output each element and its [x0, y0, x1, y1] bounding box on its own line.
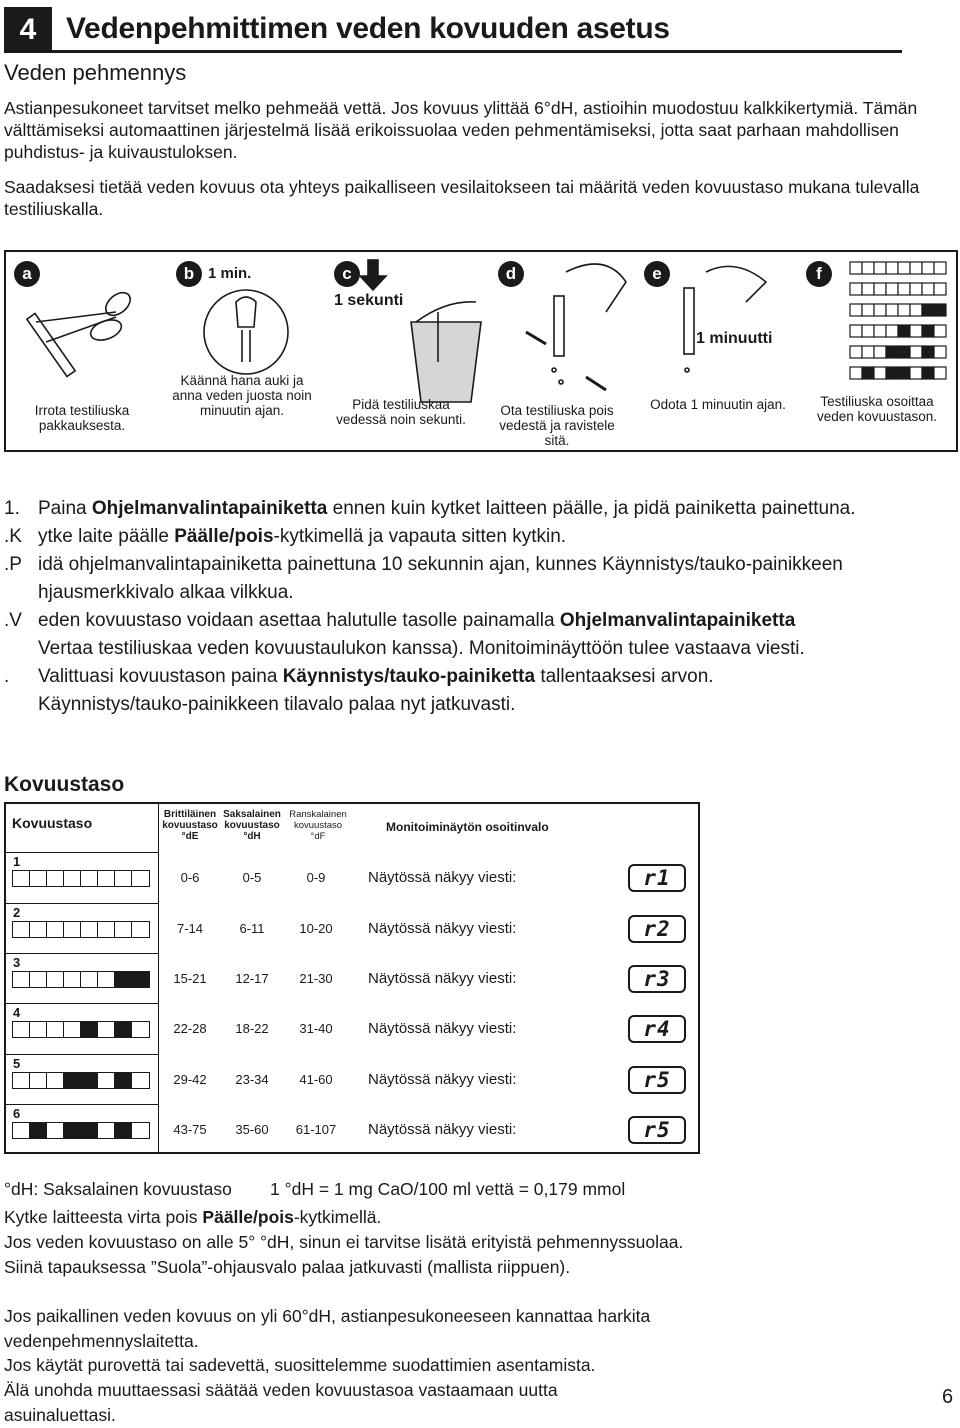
strip-segment [81, 1073, 98, 1088]
strip-sample-segment [874, 325, 886, 337]
wait-strip-icon [684, 266, 766, 372]
strip-sample-segment [898, 325, 910, 337]
strip-sample-segment [910, 346, 922, 358]
strip-sample-segment [934, 346, 946, 358]
display-message: Näytössä näkyy viesti: [368, 1020, 517, 1037]
strip-sample-segment [934, 262, 946, 274]
header-monitor: Monitoiminäytön osoitinvalo [386, 820, 549, 834]
strip-segment [132, 1073, 149, 1088]
row-divider [6, 1054, 158, 1055]
strip-segment [132, 922, 149, 937]
display-code: r2 [628, 915, 686, 943]
strip-segment [30, 871, 47, 886]
note-low-hardness: Jos veden kovuustaso on alle 5° °dH, sinun ei tarvitse lisätä erityistä pehmennyssuolaa. Siinä tapauksessa ”Suola”-ohjausvalo palaa jatkuvasti (mallista riippuen). [4, 1232, 684, 1277]
test-strip-illustration [4, 250, 958, 452]
value-df: 10-20 [299, 921, 333, 936]
level-number: 1 [13, 854, 21, 869]
step-b-duration: 1 min. [208, 265, 252, 282]
strip-segment [98, 1022, 115, 1037]
step-d-badge: d [498, 261, 524, 287]
hardness-strips-icon [850, 262, 946, 379]
value-dh: 23-34 [235, 1072, 269, 1087]
strip-segment [47, 972, 64, 987]
page-title: Vedenpehmittimen veden kovuuden asetus [66, 12, 670, 45]
strip-segment [81, 922, 98, 937]
strip-segment [115, 1073, 132, 1088]
strip-sample-segment [850, 283, 862, 295]
hardness-table [4, 802, 700, 1154]
display-code: r5 [628, 1116, 686, 1144]
strip-segment [64, 922, 81, 937]
row-divider [6, 852, 158, 853]
value-df: 0-9 [306, 870, 326, 885]
strip-sample-segment [874, 283, 886, 295]
strip-sample-segment [922, 325, 934, 337]
strip-sample-segment [922, 367, 934, 379]
step-c-caption: Pidä testiliuskaa vedessä noin sekunti. [336, 397, 466, 427]
value-df: 31-40 [299, 1021, 333, 1036]
strip-sample-segment [910, 304, 922, 316]
strip-sample-segment [886, 283, 898, 295]
strip-sample-segment [922, 283, 934, 295]
dh-definition: °dH: Saksalainen kovuustaso [4, 1179, 232, 1199]
value-dh: 35-60 [235, 1122, 269, 1137]
strip-segment [30, 972, 47, 987]
strip-sample-segment [910, 262, 922, 274]
level-number: 4 [13, 1005, 21, 1020]
strip-sample-segment [874, 346, 886, 358]
strip-sample-segment [898, 283, 910, 295]
strip-segment [115, 871, 132, 886]
strip-sample-segment [910, 325, 922, 337]
strip-segment [30, 1022, 47, 1037]
header-dh: Saksalainen kovuustaso °dH [223, 809, 281, 842]
strip-sample-segment [862, 346, 874, 358]
water-glass-icon [360, 260, 481, 402]
strip-segment [132, 1123, 149, 1138]
step-c-badge: c [334, 261, 360, 287]
step-a-badge: a [14, 261, 40, 287]
step-d-caption: Ota testiliuska pois vedestä ja ravistele sitä. [499, 403, 615, 448]
strip-sample-segment [922, 346, 934, 358]
strip-segment [13, 922, 30, 937]
strip-sample-segment [910, 367, 922, 379]
intro-paragraph-1: Astianpesukoneet tarvitset melko pehmeää vettä. Jos kovuus ylittää 6°dH, astioihin muodostuu kalkkikertymiä. Tämän välttämiseksi automaattinen järjestelmä lisää erikoissuolaa veden pehmentämiseksi, jotta saat parhaan mahdollisen puhdistus- ja kuivaustuloksen. [4, 98, 918, 162]
strip-segment [13, 1123, 30, 1138]
step-c-duration: 1 sekunti [334, 292, 404, 309]
strip-segment [132, 1022, 149, 1037]
strip-sample-segment [886, 346, 898, 358]
strip-sample-segment [934, 304, 946, 316]
level-strip [12, 971, 150, 988]
row-divider [6, 903, 158, 904]
value-de: 15-21 [173, 971, 207, 986]
level-strip [12, 1122, 150, 1139]
hardness-table-title: Kovuustaso [4, 773, 125, 796]
display-message: Näytössä näkyy viesti: [368, 970, 517, 987]
strip-segment [115, 922, 132, 937]
value-dh: 12-17 [235, 971, 269, 986]
display-message: Näytössä näkyy viesti: [368, 1071, 517, 1088]
strip-sample-segment [874, 262, 886, 274]
level-strip [12, 921, 150, 938]
strip-sample-segment [922, 262, 934, 274]
level-strip [12, 1021, 150, 1038]
strip-sample-segment [850, 367, 862, 379]
note-power-off: Kytke laitteesta virta pois Päälle/pois-kytkimellä. [4, 1207, 382, 1227]
strip-segment [115, 1022, 132, 1037]
step-e-duration: 1 minuutti [696, 330, 773, 347]
strip-sample-segment [874, 304, 886, 316]
page-number: 6 [942, 1386, 954, 1408]
strip-sample-segment [850, 346, 862, 358]
value-dh: 18-22 [235, 1021, 269, 1036]
strip-segment [132, 972, 149, 987]
strip-sample-segment [850, 325, 862, 337]
level-number: 6 [13, 1106, 21, 1121]
row-divider [6, 1104, 158, 1105]
strip-segment [98, 871, 115, 886]
strip-segment [115, 972, 132, 987]
value-df: 21-30 [299, 971, 333, 986]
dh-equivalence: 1 °dH = 1 mg CaO/100 ml vettä = 0,179 mmol [270, 1179, 626, 1199]
strip-segment [47, 1123, 64, 1138]
strip-sample-segment [934, 367, 946, 379]
strip-segment [30, 1123, 47, 1138]
step-e-badge: e [644, 261, 670, 287]
strip-sample-segment [886, 262, 898, 274]
value-df: 41-60 [299, 1072, 333, 1087]
strip-segment [47, 1022, 64, 1037]
strip-sample-segment [898, 367, 910, 379]
step-f-badge: f [806, 261, 832, 287]
strip-segment [115, 1123, 132, 1138]
level-number: 3 [13, 955, 21, 970]
step-5: . Valittuasi kovuustason paina Käynnistys/tauko-painiketta tallentaaksesi arvon. [4, 666, 714, 687]
value-de: 0-6 [180, 870, 200, 885]
strip-segment [30, 1073, 47, 1088]
strip-segment [81, 871, 98, 886]
strip-sample-segment [862, 325, 874, 337]
strip-sample-segment [898, 346, 910, 358]
strip-segment [30, 922, 47, 937]
row-divider [6, 1003, 158, 1004]
strip-sample-segment [922, 304, 934, 316]
strip-sample-segment [898, 304, 910, 316]
value-de: 29-42 [173, 1072, 207, 1087]
section-number: 4 [4, 7, 52, 53]
strip-segment [132, 871, 149, 886]
display-code: r4 [628, 1015, 686, 1043]
header-df: Ranskalainen kovuustaso °dF [289, 809, 347, 842]
level-strip [12, 1072, 150, 1089]
strip-segment [64, 1073, 81, 1088]
level-number: 5 [13, 1056, 21, 1071]
strip-sample-segment [934, 325, 946, 337]
strip-sample-segment [862, 304, 874, 316]
strip-segment [81, 1123, 98, 1138]
step-e-caption: Odota 1 minuutin ajan. [650, 397, 786, 412]
shake-strip-icon [526, 264, 626, 390]
step-f-caption: Testiliuska osoittaa veden kovuustason. [816, 394, 938, 424]
strip-sample-segment [874, 367, 886, 379]
strip-sample-segment [934, 283, 946, 295]
header-level: Kovuustaso [12, 815, 93, 831]
header-de: Brittiläinen kovuustaso °dE [162, 809, 218, 842]
strip-sample-segment [898, 262, 910, 274]
strip-segment [81, 972, 98, 987]
step-b-badge: b [176, 261, 202, 287]
strip-segment [64, 871, 81, 886]
intro-paragraph-2: Saadaksesi tietää veden kovuus ota yhteys paikalliseen vesilaitokseen tai määritä veden kovuustaso mukana tulevalla testiliuskalla. [4, 177, 920, 219]
strip-segment [64, 972, 81, 987]
strip-sample-segment [862, 283, 874, 295]
strip-segment [98, 1123, 115, 1138]
strip-segment [47, 922, 64, 937]
strip-segment [98, 922, 115, 937]
strip-sample-segment [850, 304, 862, 316]
step-4-continued: Vertaa testiliuskaa veden kovuustaulukon kanssa). Monitoiminäyttöön tulee vastaava viesti. [38, 638, 805, 659]
value-df: 61-107 [295, 1122, 337, 1137]
table-divider [158, 804, 159, 1152]
strip-segment [13, 972, 30, 987]
strip-segment [47, 871, 64, 886]
faucet-icon [204, 290, 288, 374]
strip-sample-segment [910, 283, 922, 295]
strip-segment [13, 871, 30, 886]
note-high-hardness: Jos paikallinen veden kovuus on yli 60°dH, astianpesukoneeseen kannattaa harkita vedenpehmennyslaitetta. [4, 1306, 651, 1351]
value-dh: 6-11 [239, 921, 265, 936]
scissors-icon [27, 288, 135, 376]
display-code: r3 [628, 965, 686, 993]
strip-segment [64, 1022, 81, 1037]
value-de: 22-28 [173, 1021, 207, 1036]
step-a-caption: Irrota testiliuska pakkauksesta. [34, 403, 130, 433]
strip-sample-segment [886, 304, 898, 316]
strip-sample-segment [862, 367, 874, 379]
strip-segment [47, 1073, 64, 1088]
section-subtitle: Veden pehmennys [4, 60, 187, 85]
display-message: Näytössä näkyy viesti: [368, 920, 517, 937]
step-1: 1. Paina Ohjelmanvalintapainiketta ennen kuin kytket laitteen päälle, ja pidä painiketta painettuna. [4, 498, 856, 519]
value-de: 43-75 [173, 1122, 207, 1137]
display-message: Näytössä näkyy viesti: [368, 869, 517, 886]
step-3: .P idä ohjelmanvalintapainiketta painettuna 10 sekunnin ajan, kunnes Käynnistys/tauko-painikkeen [4, 554, 843, 575]
strip-segment [98, 972, 115, 987]
strip-sample-segment [850, 262, 862, 274]
strip-segment [13, 1022, 30, 1037]
strip-sample-segment [886, 367, 898, 379]
display-code: r5 [628, 1066, 686, 1094]
step-b-caption: Käännä hana auki ja anna veden juosta noin minuutin ajan. [172, 373, 312, 418]
strip-segment [98, 1073, 115, 1088]
step-5-continued: Käynnistys/tauko-painikkeen tilavalo palaa nyt jatkuvasti. [38, 694, 516, 715]
note-moving: Älä unohda muuttaessasi säätää veden kovuustasoa vastaamaan uutta asuinaluettasi. [4, 1380, 558, 1425]
level-number: 2 [13, 905, 21, 920]
value-dh: 0-5 [242, 870, 262, 885]
value-de: 7-14 [176, 921, 204, 936]
title-rule [52, 50, 902, 53]
display-message: Näytössä näkyy viesti: [368, 1121, 517, 1138]
step-3-continued: hjausmerkkivalo alkaa vilkkua. [38, 582, 294, 603]
step-2: .K ytke laite päälle Päälle/pois-kytkimellä ja vapauta sitten kytkin. [4, 526, 567, 547]
row-divider [6, 953, 158, 954]
strip-segment [64, 1123, 81, 1138]
note-filters: Jos käytät purovettä tai sadevettä, suosittelemme suodattimien asentamista. [4, 1355, 596, 1375]
step-4: .V eden kovuustaso voidaan asettaa halutulle tasolle painamalla Ohjelmanvalintapainiketta [4, 610, 796, 631]
level-strip [12, 870, 150, 887]
strip-sample-segment [862, 262, 874, 274]
strip-sample-segment [886, 325, 898, 337]
display-code: r1 [628, 864, 686, 892]
strip-segment [81, 1022, 98, 1037]
strip-segment [13, 1073, 30, 1088]
